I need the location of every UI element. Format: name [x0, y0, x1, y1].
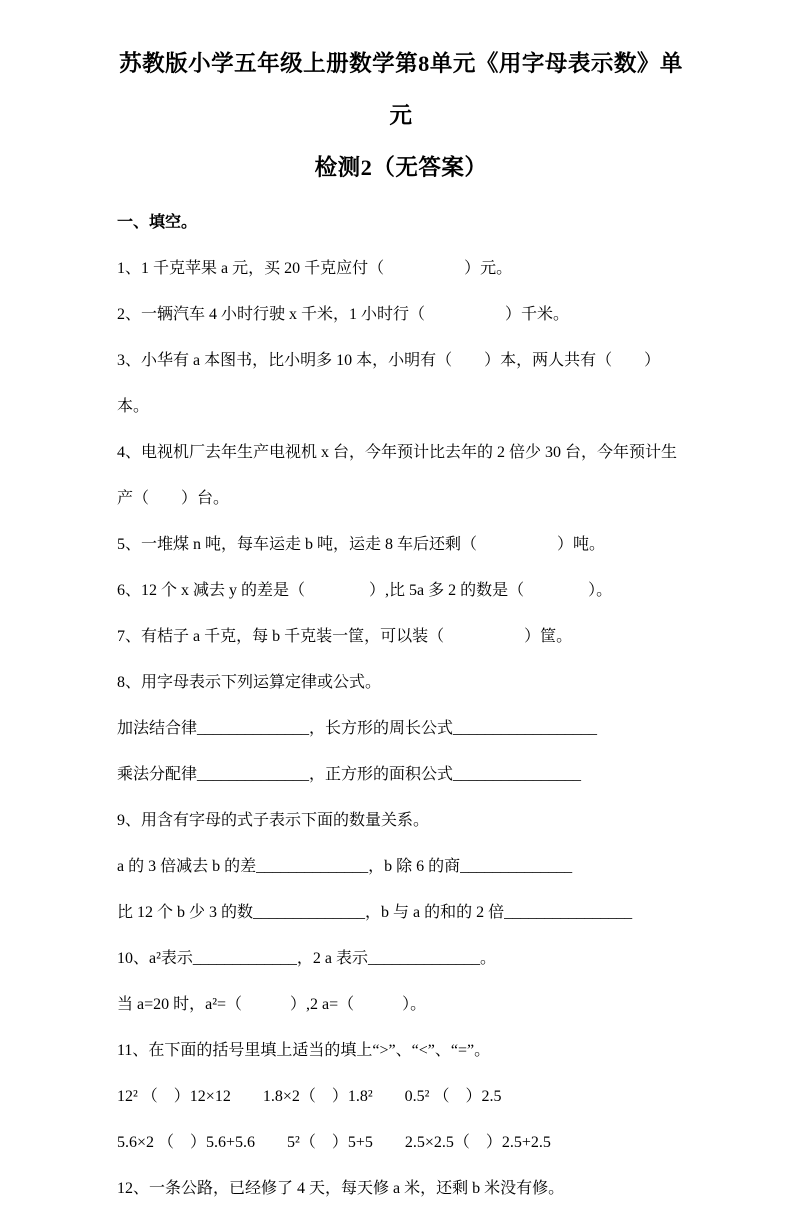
- question-11-row-2: 5.6×2 （ ）5.6+5.6 5²（ ）5+5 2.5×2.5（ ）2.5+2.5: [117, 1134, 551, 1151]
- question-6: 6、12 个 x 减去 y 的差是（ ）,比 5a 多 2 的数是（ ）。: [117, 582, 613, 599]
- question-5: 5、一堆煤 n 吨，每车运走 b 吨，运走 8 车后还剩（ ）吨。: [117, 536, 606, 553]
- question-9-blank-line-2: 比 12 个 b 少 3 的数______________，b 与 a 的和的 2 倍________________: [117, 904, 633, 921]
- question-9-blank-line-1: a 的 3 倍减去 b 的差______________，b 除 6 的商______________: [117, 858, 573, 875]
- question-3: 3、小华有 a 本图书，比小明多 10 本，小明有（ ）本，两人共有（ ）本。: [117, 352, 661, 415]
- question-7: 7、有桔子 a 千克，每 b 千克装一筐，可以装（ ）筐。: [117, 628, 573, 645]
- question-11-row-1: 12² （ ）12×12 1.8×2（ ）1.8² 0.5² （ ）2.5: [117, 1088, 502, 1105]
- question-4-continuation: 产（ ）台。: [117, 490, 230, 507]
- question-4: 4、电视机厂去年生产电视机 x 台，今年预计比去年的 2 倍少 30 台，今年预计生: [117, 444, 678, 461]
- question-11: 11、在下面的括号里填上适当的填上“>”、“<”、“=”。: [117, 1042, 491, 1059]
- title-line-1: 苏教版小学五年级上册数学第8单元《用字母表示数》单元: [119, 51, 683, 128]
- question-8-blank-line-2: 乘法分配律______________，正方形的面积公式________________: [117, 766, 582, 783]
- question-10-evaluation: 当 a=20 时，a²=（ ）,2 a=（ ）。: [117, 996, 427, 1013]
- section-heading-fill-blanks: 一、填空。: [117, 214, 198, 231]
- question-1: 1、1 千克苹果 a 元，买 20 千克应付（ ）元。: [117, 260, 513, 277]
- title-line-2: 检测2（无答案）: [314, 155, 488, 180]
- question-8: 8、用字母表示下列运算定律或公式。: [117, 674, 382, 691]
- question-10: 10、a²表示_____________，2 a 表示______________。: [117, 950, 497, 967]
- question-12: 12、一条公路，已经修了 4 天，每天修 a 米，还剩 b 米没有修。: [117, 1180, 565, 1197]
- document-title: [117, 38, 685, 194]
- question-2: 2、一辆汽车 4 小时行驶 x 千米，1 小时行（ ）千米。: [117, 306, 570, 323]
- question-8-blank-line-1: 加法结合律______________，长方形的周长公式__________________: [117, 720, 598, 737]
- question-9: 9、用含有字母的式子表示下面的数量关系。: [117, 812, 430, 829]
